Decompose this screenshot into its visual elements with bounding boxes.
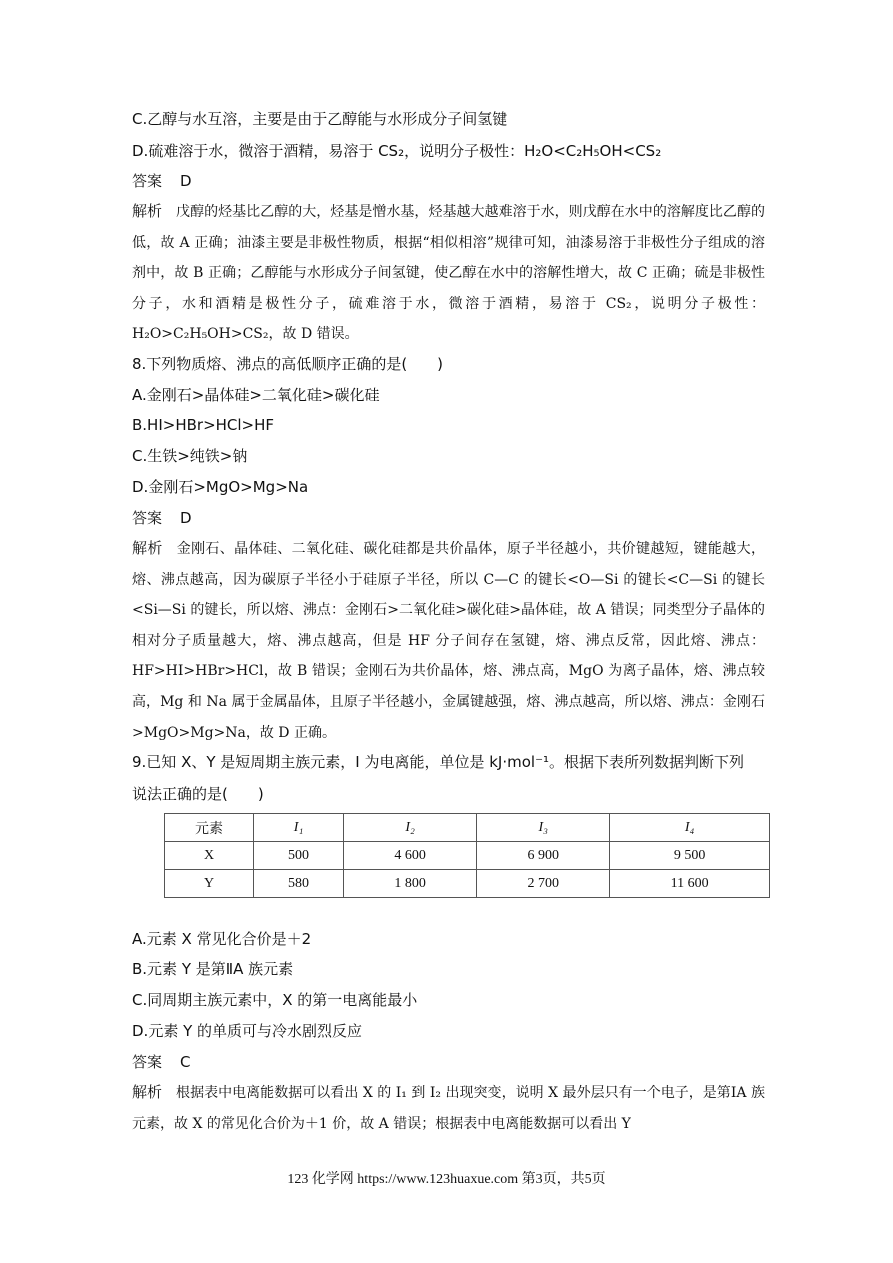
table-cell: 580	[254, 870, 344, 898]
q8-option-b: B.HI>HBr>HCl>HF	[132, 416, 275, 434]
q8-option-d: D.金刚石>MgO>Mg>Na	[132, 478, 309, 496]
q9-stem-line2: 说法正确的是( )	[132, 785, 264, 803]
prev-analysis	[132, 196, 765, 350]
answer-value: D	[180, 172, 192, 190]
prev-option-d: D.硫难溶于水，微溶于酒精，易溶于 CS₂，说明分子极性：H₂O<C₂H₅OH<CS₂	[132, 142, 662, 160]
table-row	[165, 870, 770, 898]
table-header-row	[165, 814, 770, 842]
table-header-cell: I₂	[344, 814, 477, 842]
ionization-energy-table	[164, 813, 770, 898]
q9-stem-line1: 9.已知 X、Y 是短周期主族元素，I 为电离能，单位是 kJ·mol⁻¹。根据下表所列数据判断下列	[132, 753, 745, 771]
q9-option-c: C.同周期主族元素中，X 的第一电离能最小	[132, 991, 418, 1009]
table-cell: 500	[254, 842, 344, 870]
table-header-cell: I₁	[254, 814, 344, 842]
table-cell: 4 600	[344, 842, 477, 870]
analysis-text: 金刚石、晶体硅、二氧化硅、碳化硅都是共价晶体，原子半径越小，共价键越短，键能越大，熔、沸点越高，因为碳原子半径小于硅原子半径，所以 C—C 的键长<O—Si 的键长<C—Si 的键长<Si—Si 的键长，所以熔、沸点：金刚石>二氧化硅>碳化硅>晶体硅，故 A 错误；同类型分子晶体的相对分子质量越大，熔、沸点越高，但是 HF 分子间存在氢键，熔、沸点反常，因此熔、沸点：HF>HI>HBr>HCl，故 B 错误；金刚石为共价晶体，熔、沸点高，MgO 为离子晶体，熔、沸点较高，Mg 和 Na 属于金属晶体，且原子半径越小，金属键越强，熔、沸点越高，所以熔、沸点：金刚石>MgO>Mg>Na，故 D 正确。	[132, 541, 765, 741]
table-cell: 9 500	[610, 842, 770, 870]
analysis-label: 解析	[132, 1083, 163, 1101]
table-cell: 11 600	[610, 870, 770, 898]
page-footer: 123 化学网 https://www.123huaxue.com 第3页，共5页	[287, 1172, 606, 1187]
table-cell: 1 800	[344, 870, 477, 898]
answer-label: 答案	[132, 172, 163, 190]
q8-analysis	[132, 533, 765, 748]
q9-option-a: A.元素 X 常见化合价是＋2	[132, 930, 312, 948]
table-header-cell: 元素	[165, 814, 254, 842]
table-cell: 2 700	[477, 870, 610, 898]
table-header-cell: I₄	[610, 814, 770, 842]
analysis-text: 戊醇的烃基比乙醇的大，烃基是憎水基，烃基越大越难溶于水，则戊醇在水中的溶解度比乙醇的低，故 A 正确；油漆主要是非极性物质，根据“相似相溶”规律可知，油漆易溶于非极性分子组成的溶剂中，故 B 正确；乙醇能与水形成分子间氢键，使乙醇在水中的溶解性增大，故 C 正确；硫是非极性分子，水和酒精是极性分子，硫难溶于水，微溶于酒精，易溶于 CS₂，说明分子极性：H₂O>C₂H₅OH>CS₂，故 D 错误。	[132, 204, 765, 343]
prev-option-c: C.乙醇与水互溶，主要是由于乙醇能与水形成分子间氢键	[132, 110, 508, 128]
answer-value: C	[180, 1053, 191, 1071]
q8-option-c: C.生铁>纯铁>钠	[132, 447, 248, 465]
answer-value: D	[180, 509, 192, 527]
q9-answer	[132, 1052, 190, 1072]
answer-label: 答案	[132, 1053, 163, 1071]
q9-analysis	[132, 1077, 765, 1139]
analysis-label: 解析	[132, 539, 163, 557]
table-cell: X	[165, 842, 254, 870]
q9-option-b: B.元素 Y 是第ⅡA 族元素	[132, 960, 294, 978]
table-header-cell: I₃	[477, 814, 610, 842]
table-cell: Y	[165, 870, 254, 898]
q8-stem: 8.下列物质熔、沸点的高低顺序正确的是( )	[132, 355, 444, 373]
q8-option-a: A.金刚石>晶体硅>二氧化硅>碳化硅	[132, 386, 380, 404]
analysis-text: 根据表中电离能数据可以看出 X 的 I₁ 到 I₂ 出现突变，说明 X 最外层只有一个电子，是第ⅠA 族元素，故 X 的常见化合价为＋1 价，故 A 错误；根据表中电离能数据可以看出 Y	[132, 1085, 765, 1132]
answer-label: 答案	[132, 509, 163, 527]
table-cell: 6 900	[477, 842, 610, 870]
analysis-label: 解析	[132, 202, 163, 220]
table-row	[165, 842, 770, 870]
prev-answer	[132, 171, 192, 191]
q9-option-d: D.元素 Y 的单质可与冷水剧烈反应	[132, 1022, 363, 1040]
q8-answer	[132, 508, 192, 528]
